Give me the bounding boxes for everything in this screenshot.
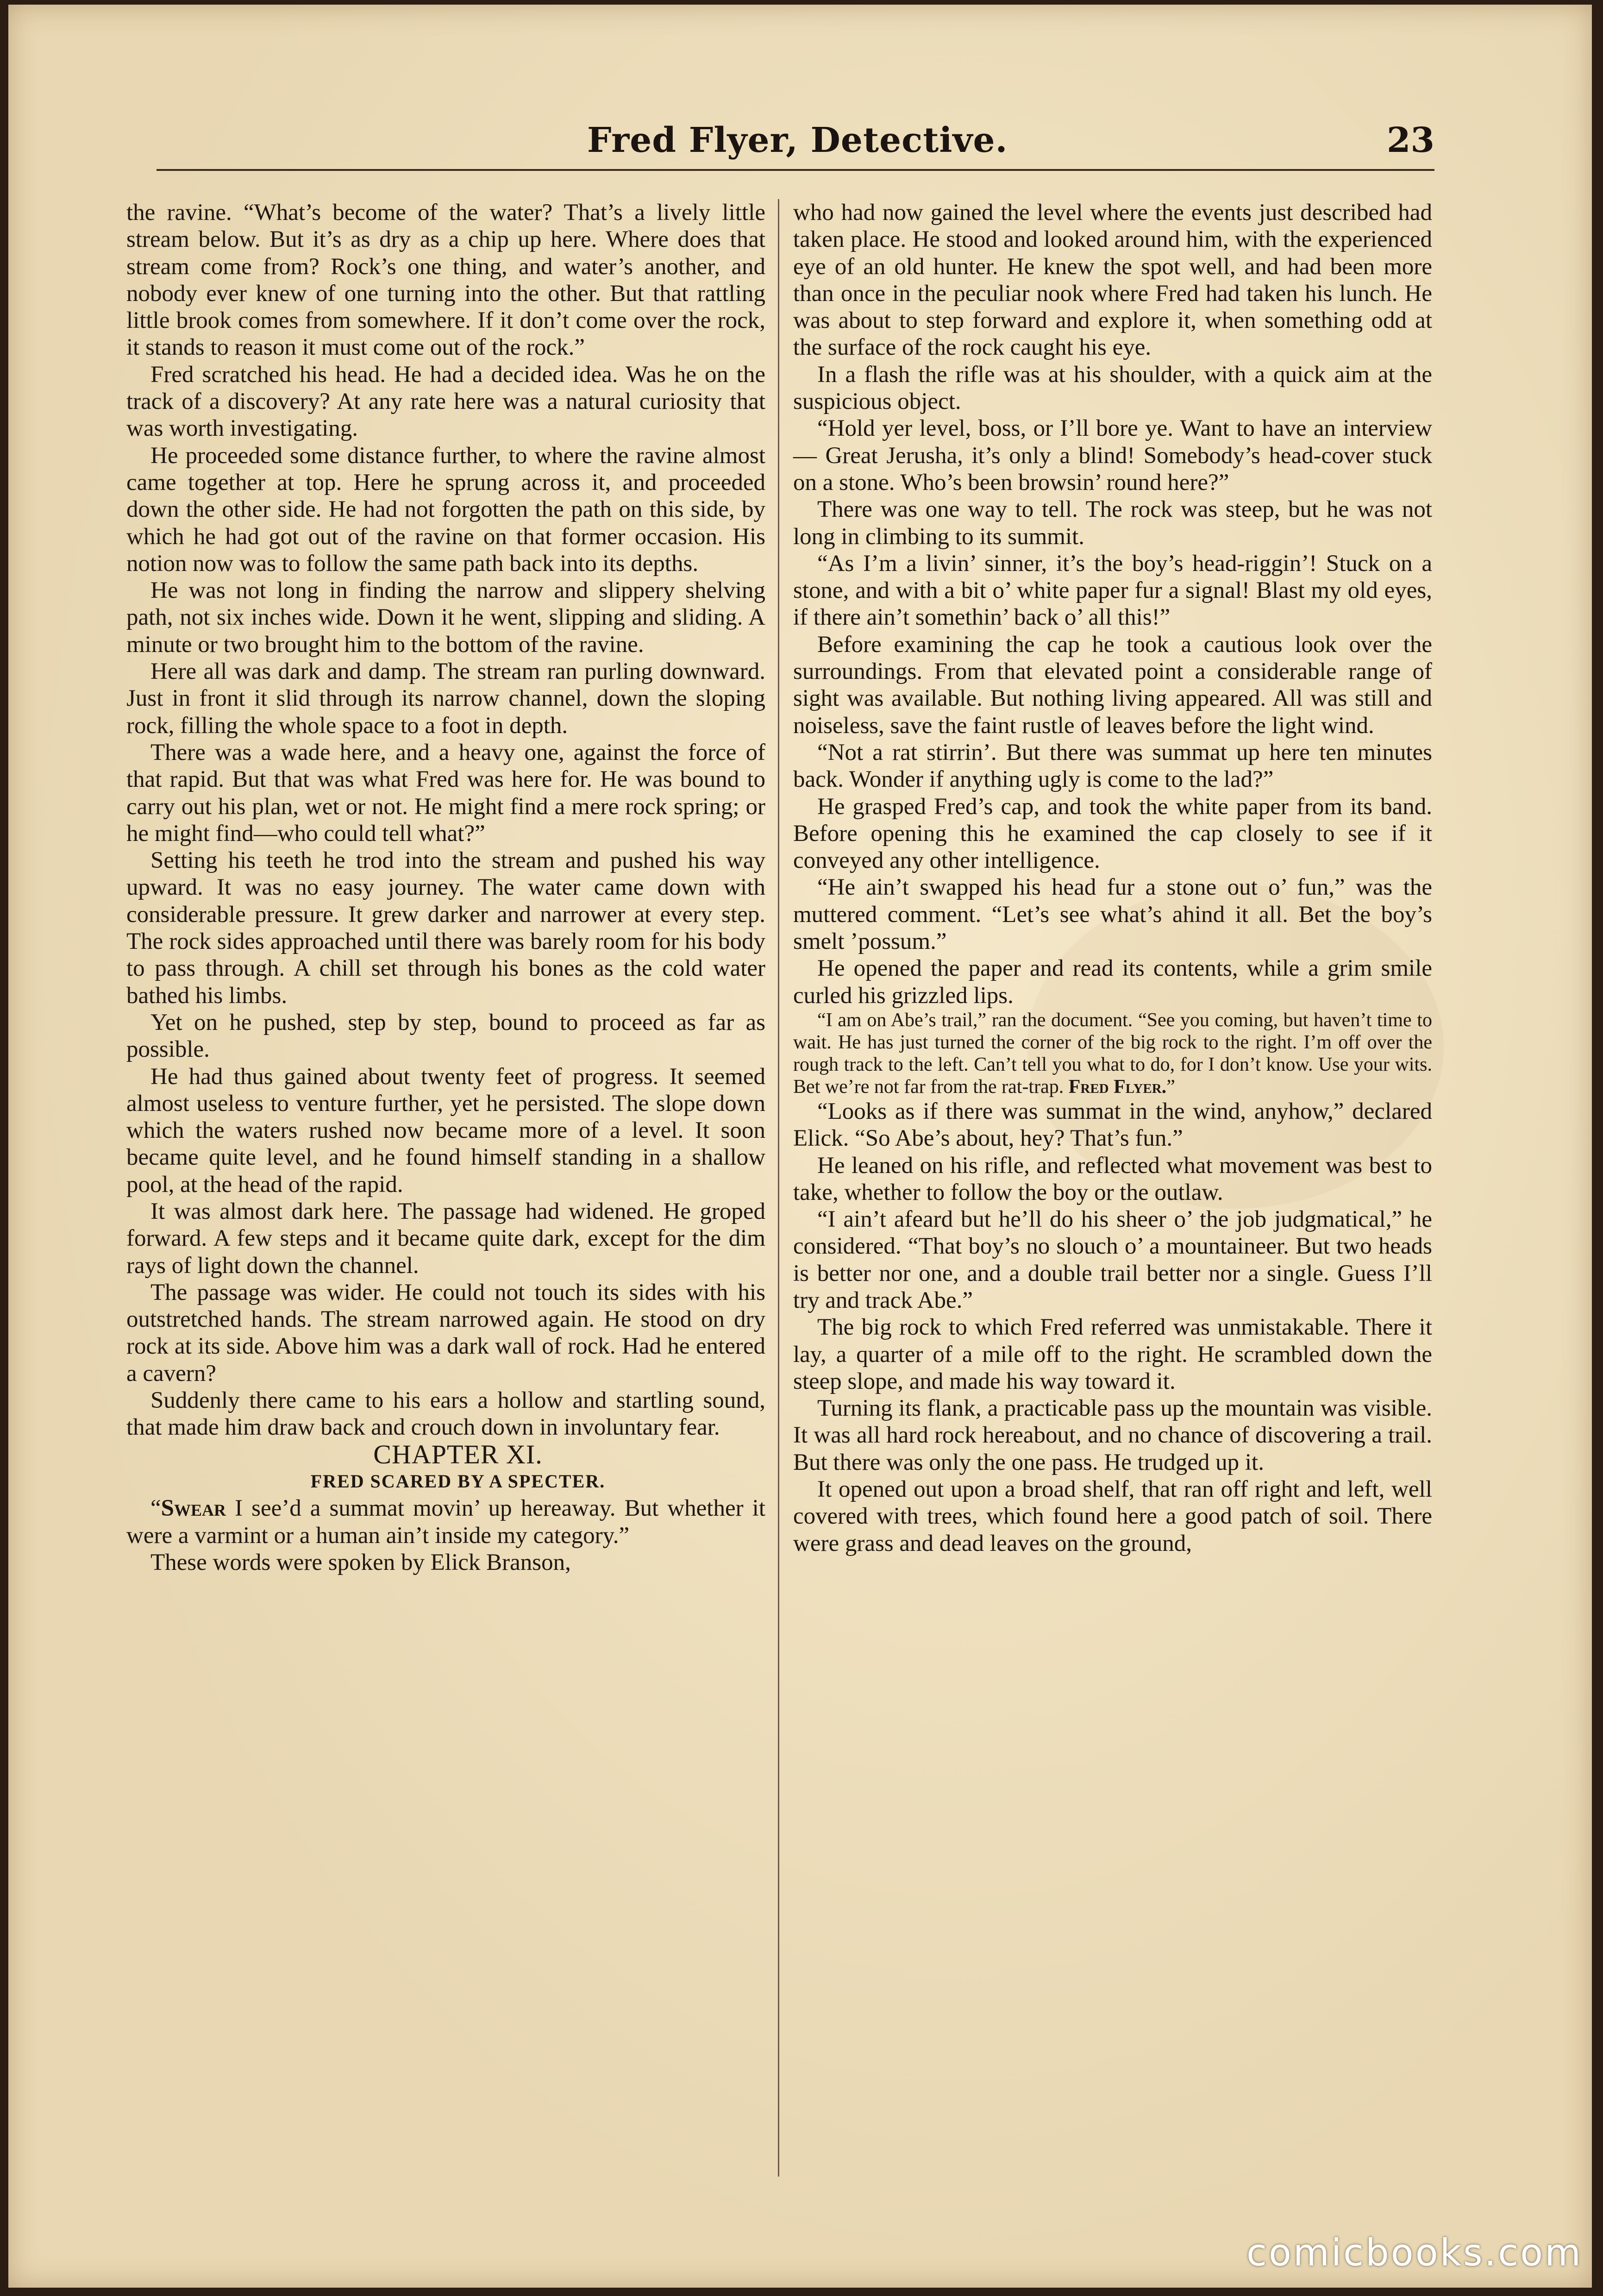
paragraph: Yet on he pushed, step by step, bound to proceed as far as possible.: [126, 1009, 765, 1063]
lead-rest: I see’d a summat movin’ up hereaway. But whether it were a varmint or a human ain’t inside my category.”: [126, 1495, 765, 1549]
paragraph: In a flash the rifle was at his shoulder, with a quick aim at the suspicious object.: [793, 361, 1432, 415]
paragraph: “Not a rat stirrin’. But there was summat up here ten minutes back. Wonder if anything ugly is come to the lad?”: [793, 739, 1432, 793]
paragraph: Here all was dark and damp. The stream ran purling downward. Just in front it slid through its narrow channel, down the sloping rock, filling the whole space to a foot in depth.: [126, 659, 765, 739]
quoted-document: [793, 1009, 1432, 1098]
paragraph: Setting his teeth he trod into the stream and pushed his way upward. It was no easy journey. The water came down with considerable pressure. It grew darker and narrower at every step. The rock sides approached until there was barely room for his body to pass through. A chill set through his bones as the cold water bathed his limbs.: [126, 847, 765, 1009]
site-watermark: comicbooks.com: [1246, 2231, 1583, 2274]
paragraph: There was one way to tell. The rock was steep, but he was not long in climbing to its summit.: [793, 496, 1432, 550]
paragraph: “Hold yer level, boss, or I’ll bore ye. Want to have an interview— Great Jerusha, it’s only a blind! Somebody’s head-cover stuck on a stone. Who’s been browsin’ round here?”: [793, 415, 1432, 496]
chapter-heading: CHAPTER XI.: [373, 1439, 543, 1469]
paragraph: the ravine. “What’s become of the water? That’s a lively little stream below. But it’s as dry as a chip up here. Where does that stream come from? Rock’s one thing, and water’s another, and nobody ever knew of one turning into the other. But that rattling little brook comes from somewhere. If it don’t come over the rock, it stands to reason it must come out of the rock.”: [126, 200, 765, 361]
paragraph: It was almost dark here. The passage had widened. He groped forward. A few steps and it became quite dark, except for the dim rays of light down the channel.: [126, 1198, 765, 1279]
document-signature: Fred Flyer.: [1068, 1076, 1167, 1098]
paragraph: The passage was wider. He could not touch its sides with his outstretched hands. The stream narrowed again. He stood on dry rock at its side. Above him was a dark wall of rock. Had he entered a cavern?: [126, 1279, 765, 1386]
column-divider: [778, 199, 779, 2177]
paragraph: Suddenly there came to his ears a hollow and startling sound, that made him draw back and crouch down in involuntary fear.: [126, 1387, 765, 1441]
paragraph: He leaned on his rifle, and reflected what movement was best to take, whether to follow the boy or the outlaw.: [793, 1152, 1432, 1205]
paragraph: He grasped Fred’s cap, and took the white paper from its band. Before opening this he examined the cap closely to see if it conveyed any other intelligence.: [793, 793, 1432, 874]
chapter-subheading: FRED SCARED BY A SPECTER.: [310, 1470, 606, 1492]
paragraph: These words were spoken by Elick Branson,: [150, 1549, 571, 1575]
paragraph: “Looks as if there was summat in the wind, anyhow,” declared Elick. “So Abe’s about, hey? That’s fun.”: [793, 1098, 1432, 1152]
paragraph: “As I’m a livin’ sinner, it’s the boy’s head-riggin’! Stuck on a stone, and with a bit o’ white paper fur a signal! Blast my old eyes, if there ain’t somethin’ back o’ all this!”: [793, 550, 1432, 631]
paragraph: He opened the paper and read its contents, while a grim smile curled his grizzled lips.: [793, 955, 1432, 1009]
paragraph: Fred scratched his head. He had a decided idea. Was he on the track of a discovery? At any rate here was a natural curiosity that was worth investigating.: [126, 361, 765, 442]
paragraph: There was a wade here, and a heavy one, against the force of that rapid. But that was what Fred was here for. He was bound to carry out his plan, wet or not. He might find a mere rock spring; or he might find—who could tell what?”: [126, 739, 765, 847]
book-page: [8, 5, 1592, 2288]
header-rule: [157, 169, 1434, 171]
paragraph: “I ain’t afeard but he’ll do his sheer o’ the job judgmatical,” he considered. “That boy’s no slouch o’ a mountaineer. But two heads is better nor one, and a double trail better nor a single. Guess I’ll try and track Abe.”: [793, 1206, 1432, 1313]
paragraph: Turning its flank, a practicable pass up the mountain was visible. It was all hard rock hereabout, and no chance of discovering a trail. But there was only the one pass. He trudged up it.: [793, 1395, 1432, 1475]
lead-word: Swear: [161, 1495, 226, 1522]
running-header: [157, 120, 1434, 176]
paragraph: The big rock to which Fred referred was unmistakable. There it lay, a quarter of a mile off to the right. He scrambled down the steep slope, and made his way toward it.: [793, 1314, 1432, 1394]
paragraph: He was not long in finding the narrow and slippery shelving path, not six inches wide. Down it he went, slipping and sliding. A minute or two brought him to the bottom of the ravine.: [126, 577, 765, 658]
right-column: [793, 199, 1432, 2246]
paragraph: He had thus gained about twenty feet of progress. It seemed almost useless to venture further, yet he persisted. The slope down which the waters rushed now became more of a level. It soon became quite level, and he found himself standing in a shallow pool, at the head of the rapid.: [126, 1063, 765, 1198]
lead-quote: “: [150, 1495, 161, 1522]
document-closing-quote: ”: [1166, 1076, 1175, 1098]
running-title: Fred Flyer, Detective.: [587, 120, 1008, 160]
paragraph: who had now gained the level where the events just described had taken place. He stood and looked around him, with the experienced eye of an old hunter. He knew the spot well, and had been more than once in the peculiar nook where Fred had taken his lunch. He was about to step forward and explore it, when something odd at the surface of the rock caught his eye.: [793, 200, 1432, 361]
left-column: [126, 199, 765, 2246]
chapter-lead-paragraph: [126, 1495, 765, 1549]
paragraph: “He ain’t swapped his head fur a stone out o’ fun,” was the muttered comment. “Let’s see what’s ahind it all. Bet the boy’s smelt ’possum.”: [793, 874, 1432, 955]
paragraph: Before examining the cap he took a cautious look over the surroundings. From that elevated point a considerable range of sight was available. But nothing living appeared. All was still and noiseless, save the faint rustle of leaves before the light wind.: [793, 631, 1432, 739]
paragraph: He proceeded some distance further, to where the ravine almost came together at top. Here he sprung across it, and proceeded down the other side. He had not forgotten the path on this side, by which he had got out of the ravine on that former occasion. His notion now was to follow the same path back into its depths.: [126, 442, 765, 577]
document-text: “I am on Abe’s trail,” ran the document. “See you coming, but haven’t time to wait. He has just turned the corner of the big rock to the right. I’m off over the rough track to the left. Can’t tell you what to do, for I don’t know. Use your wits. Bet we’re not far from the rat-trap.: [793, 1009, 1432, 1098]
page-number: 23: [1387, 120, 1434, 160]
paragraph: It opened out upon a broad shelf, that ran off right and left, well covered with trees, which found here a good patch of soil. There were grass and dead leaves on the ground,: [793, 1476, 1432, 1556]
